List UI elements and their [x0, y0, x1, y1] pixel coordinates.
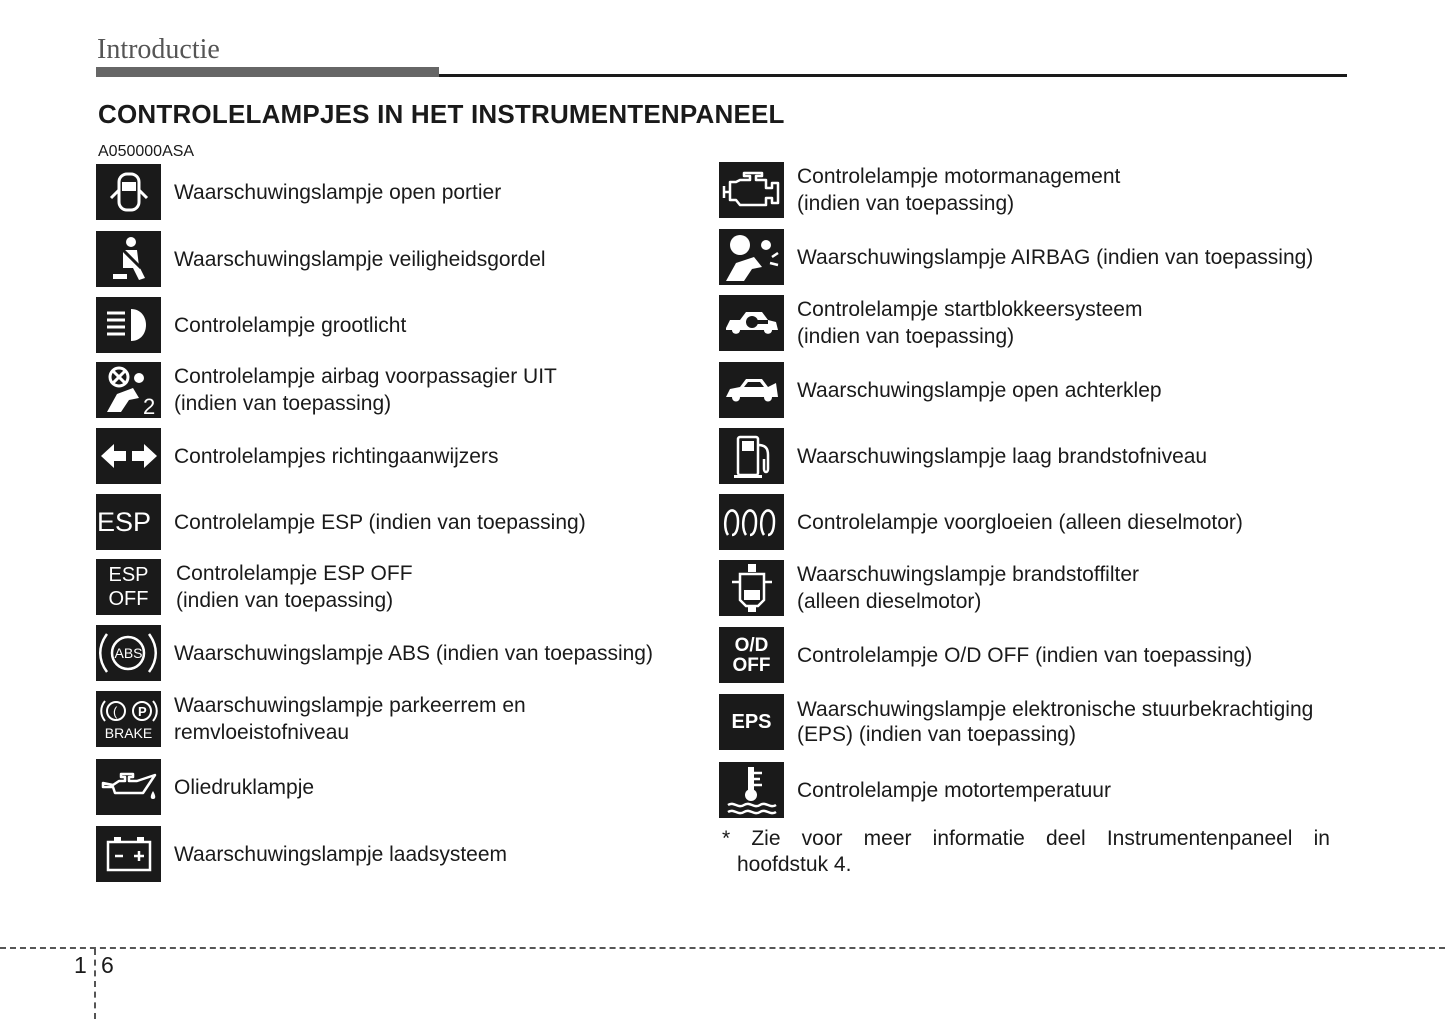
indicator-battery — [96, 826, 507, 882]
header-rule-thick — [96, 67, 439, 77]
footer-page-separator — [94, 949, 96, 1019]
abs-icon-text: ABS — [114, 645, 143, 661]
indicator-label: Controlelampje grootlicht — [174, 313, 407, 337]
footnote-word: * — [722, 827, 731, 850]
indicator-label: Controlelampje motormanagement (indien van toepassing) — [797, 165, 1121, 215]
footer-divider — [0, 947, 1445, 949]
airbag-icon — [719, 229, 784, 285]
od-off-icon-line2: OFF — [732, 654, 771, 676]
chapter-number: 1 — [74, 952, 87, 978]
svg-text:P: P — [137, 704, 147, 719]
indicator-label: Waarschuwingslampje AIRBAG (indien van toepassing) — [797, 245, 1314, 269]
od-off-icon-line1: O/D — [734, 634, 769, 656]
esp-off-icon-line1: ESP — [108, 564, 149, 586]
esp-off-icon-line2: OFF — [108, 588, 149, 610]
indicator-low-fuel — [719, 428, 1207, 484]
low-fuel-icon — [719, 428, 784, 484]
indicator-seatbelt — [96, 231, 546, 287]
indicator-label: Waarschuwingslampje brandstoffilter (alleen dieselmotor) — [797, 563, 1139, 613]
battery-icon — [96, 826, 161, 882]
footnote-word: voor — [801, 827, 843, 850]
indicator-oil-pressure — [96, 759, 314, 815]
indicator-label: Waarschuwingslampje open portier — [174, 180, 502, 204]
indicator-label: Controlelampje airbag voorpassagier UIT (indien van toepassing) — [174, 365, 557, 415]
glow-plug-icon — [719, 494, 784, 550]
indicator-od-off — [719, 627, 1252, 683]
indicator-immobilizer — [719, 295, 1142, 351]
abs-icon — [96, 625, 161, 681]
indicator-engine-temperature — [719, 762, 1111, 818]
footnote-line2: hoofdstuk 4. — [737, 853, 852, 876]
turn-signal-icon — [96, 428, 161, 484]
engine-temperature-icon — [719, 762, 784, 818]
footnote-word: informatie — [932, 827, 1025, 850]
indicator-brake — [96, 691, 526, 747]
fuel-filter-icon — [719, 560, 784, 616]
section-code: A050000ASA — [98, 143, 195, 160]
open-door-icon — [96, 164, 161, 220]
footnote — [722, 826, 1330, 878]
indicator-label: Waarschuwingslampje laadsysteem — [174, 842, 508, 866]
footnote-word: Instrumentenpaneel — [1106, 827, 1293, 850]
brake-icon-text: BRAKE — [104, 725, 153, 741]
indicator-airbag — [719, 229, 1313, 285]
immobilizer-icon — [719, 295, 784, 351]
open-trunk-icon — [719, 362, 784, 418]
esp-icon: ESP — [96, 494, 161, 550]
indicator-engine-check — [719, 162, 1120, 218]
indicator-abs — [96, 625, 653, 681]
indicator-open-door — [96, 164, 501, 220]
svg-text:2: 2 — [142, 394, 155, 416]
high-beam-icon — [96, 297, 161, 353]
chapter-title: Introductie — [97, 34, 220, 65]
footnote-line1 — [722, 826, 1330, 852]
od-off-icon — [719, 627, 784, 683]
indicator-label: Oliedruklampje — [174, 775, 315, 799]
indicator-label: Waarschuwingslampje laag brandstofniveau — [797, 444, 1208, 468]
indicator-label: Waarschuwingslampje parkeerrem en remvloeistofniveau — [174, 694, 526, 744]
indicator-label: Controlelampje ESP OFF (indien van toepassing) — [176, 562, 413, 612]
indicator-label: Waarschuwingslampje ABS (indien van toepassing) — [174, 641, 653, 665]
footnote-word: deel — [1046, 827, 1086, 850]
seatbelt-icon — [96, 231, 161, 287]
indicator-esp-off — [96, 559, 413, 615]
indicator-label: Controlelampje ESP (indien van toepassing) — [174, 510, 586, 534]
indicator-passenger-airbag-off — [96, 362, 557, 418]
svg-text:(: ( — [112, 704, 117, 719]
indicator-glow-plug — [719, 494, 1243, 550]
indicator-label: Waarschuwingslampje veiligheidsgordel — [174, 247, 546, 271]
header-rule-thin — [439, 74, 1347, 77]
footnote-word: Zie — [751, 827, 781, 850]
indicator-label: Controlelampje voorgloeien (alleen dieselmotor) — [797, 510, 1243, 534]
indicator-label: Waarschuwingslampje open achterklep — [797, 378, 1162, 402]
page-number: 6 — [101, 952, 114, 978]
indicator-esp — [96, 494, 586, 550]
indicator-eps — [719, 694, 1313, 750]
oil-pressure-icon — [96, 759, 161, 815]
indicator-label: Controlelampje O/D OFF (indien van toepassing) — [797, 643, 1253, 667]
esp-off-icon — [96, 559, 161, 615]
indicator-label: Controlelampjes richtingaanwijzers — [174, 444, 499, 468]
footnote-word: in — [1313, 827, 1330, 850]
indicator-open-trunk — [719, 362, 1162, 418]
section-heading: CONTROLELAMPJES IN HET INSTRUMENTENPANEEL — [98, 99, 785, 129]
engine-check-icon — [719, 162, 784, 218]
indicator-label: Waarschuwingslampje elektronische stuurbekrachtiging (EPS) (indien van toepassing) — [797, 698, 1314, 746]
passenger-airbag-off-icon — [96, 362, 161, 418]
footnote-word: meer — [863, 827, 912, 850]
indicator-fuel-filter — [719, 560, 1139, 616]
indicator-high-beam — [96, 297, 406, 353]
indicator-label: Controlelampje motortemperatuur — [797, 778, 1111, 802]
brake-icon — [96, 691, 161, 747]
indicator-turn-signals — [96, 428, 498, 484]
indicator-label: Controlelampje startblokkeersysteem (indien van toepassing) — [797, 298, 1143, 348]
eps-icon: EPS — [719, 694, 784, 750]
